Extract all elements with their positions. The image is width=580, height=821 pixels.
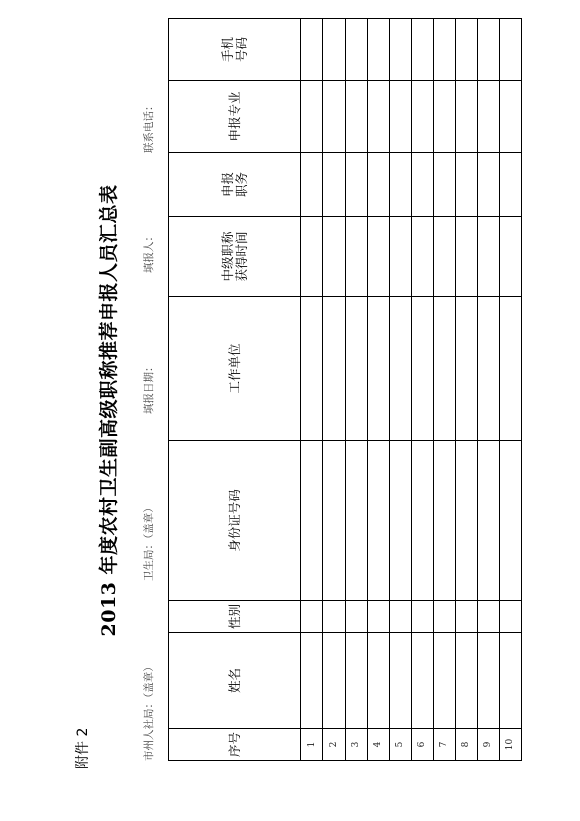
table-body — [301, 19, 522, 761]
empty-cell — [345, 441, 367, 601]
empty-cell — [389, 441, 411, 601]
table-row — [323, 19, 345, 761]
empty-cell — [455, 601, 477, 633]
col-header-seq: 序号 — [169, 729, 301, 761]
empty-cell — [455, 81, 477, 153]
empty-cell — [499, 441, 521, 601]
empty-cell — [367, 601, 389, 633]
meta-fill-date: 填报日期： — [143, 361, 155, 414]
empty-cell — [411, 81, 433, 153]
empty-cell — [323, 19, 345, 81]
empty-cell — [345, 81, 367, 153]
empty-cell — [433, 297, 455, 441]
empty-cell — [455, 217, 477, 297]
empty-cell — [433, 441, 455, 601]
empty-cell — [455, 153, 477, 217]
empty-cell — [477, 441, 499, 601]
header-row — [169, 19, 301, 761]
empty-cell — [499, 81, 521, 153]
col-header-id-number: 身份证号码 — [169, 441, 301, 601]
row-number-cell: 9 — [477, 729, 499, 761]
row-number-cell: 10 — [499, 729, 521, 761]
empty-cell — [323, 153, 345, 217]
empty-cell — [345, 633, 367, 729]
empty-cell — [367, 633, 389, 729]
table-row — [433, 19, 455, 761]
empty-cell — [499, 601, 521, 633]
row-number-cell: 1 — [301, 729, 323, 761]
col-header-mid-title-date: 中级职称获得时间 — [169, 217, 301, 297]
empty-cell — [301, 217, 323, 297]
empty-cell — [389, 217, 411, 297]
empty-cell — [477, 19, 499, 81]
col-header-apply-specialty: 申报专业 — [169, 81, 301, 153]
empty-cell — [389, 81, 411, 153]
meta-filler: 填报人： — [143, 231, 155, 273]
empty-cell — [323, 81, 345, 153]
empty-cell — [389, 297, 411, 441]
row-number-cell: 5 — [389, 729, 411, 761]
table-row — [301, 19, 323, 761]
empty-cell — [367, 441, 389, 601]
meta-phone: 联系电话： — [143, 100, 155, 153]
col-header-apply-position: 申报职务 — [169, 153, 301, 217]
attachment-label: 附件 2 — [75, 727, 91, 769]
row-number-cell: 2 — [323, 729, 345, 761]
empty-cell — [301, 601, 323, 633]
empty-cell — [323, 441, 345, 601]
col-header-gender: 性别 — [169, 601, 301, 633]
empty-cell — [389, 153, 411, 217]
empty-cell — [499, 153, 521, 217]
empty-cell — [433, 81, 455, 153]
empty-cell — [411, 217, 433, 297]
col-header-name: 姓名 — [169, 633, 301, 729]
empty-cell — [499, 297, 521, 441]
row-number-cell: 3 — [345, 729, 367, 761]
empty-cell — [477, 81, 499, 153]
empty-cell — [345, 601, 367, 633]
empty-cell — [477, 297, 499, 441]
empty-cell — [411, 601, 433, 633]
empty-cell — [345, 217, 367, 297]
empty-cell — [345, 297, 367, 441]
empty-cell — [411, 441, 433, 601]
table-row — [455, 19, 477, 761]
empty-cell — [345, 19, 367, 81]
empty-cell — [433, 601, 455, 633]
empty-cell — [301, 153, 323, 217]
empty-cell — [301, 81, 323, 153]
empty-cell — [411, 19, 433, 81]
empty-cell — [367, 81, 389, 153]
empty-cell — [433, 153, 455, 217]
empty-cell — [389, 19, 411, 81]
empty-cell — [433, 217, 455, 297]
empty-cell — [323, 601, 345, 633]
empty-cell — [411, 633, 433, 729]
empty-cell — [323, 217, 345, 297]
empty-cell — [389, 633, 411, 729]
empty-cell — [499, 633, 521, 729]
page-title: 2013 年度农村卫生副高级职称推荐申报人员汇总表 — [98, 184, 120, 637]
empty-cell — [367, 217, 389, 297]
empty-cell — [411, 153, 433, 217]
empty-cell — [477, 217, 499, 297]
empty-cell — [455, 633, 477, 729]
empty-cell — [455, 297, 477, 441]
col-header-phone: 手机号码 — [169, 19, 301, 81]
empty-cell — [455, 19, 477, 81]
empty-cell — [323, 633, 345, 729]
empty-cell — [433, 633, 455, 729]
empty-cell — [389, 601, 411, 633]
table-row — [411, 19, 433, 761]
empty-cell — [477, 633, 499, 729]
empty-cell — [411, 297, 433, 441]
empty-cell — [499, 19, 521, 81]
empty-cell — [477, 601, 499, 633]
meta-health-bureau: 卫生局：（盖章） — [143, 502, 155, 581]
row-number-cell: 8 — [455, 729, 477, 761]
table-row — [477, 19, 499, 761]
table-row — [499, 19, 521, 761]
empty-cell — [477, 153, 499, 217]
empty-cell — [433, 19, 455, 81]
empty-cell — [301, 633, 323, 729]
table-row — [367, 19, 389, 761]
empty-cell — [301, 19, 323, 81]
empty-cell — [455, 441, 477, 601]
table-row — [345, 19, 367, 761]
empty-cell — [345, 153, 367, 217]
summary-table — [168, 18, 522, 761]
empty-cell — [367, 153, 389, 217]
row-number-cell: 7 — [433, 729, 455, 761]
empty-cell — [301, 441, 323, 601]
col-header-work-unit: 工作单位 — [169, 297, 301, 441]
row-number-cell: 6 — [411, 729, 433, 761]
empty-cell — [367, 297, 389, 441]
empty-cell — [301, 297, 323, 441]
empty-cell — [499, 217, 521, 297]
empty-cell — [323, 297, 345, 441]
table-row — [389, 19, 411, 761]
empty-cell — [367, 19, 389, 81]
meta-hr-bureau: 市州人社局：（盖章） — [143, 661, 155, 761]
row-number-cell: 4 — [367, 729, 389, 761]
